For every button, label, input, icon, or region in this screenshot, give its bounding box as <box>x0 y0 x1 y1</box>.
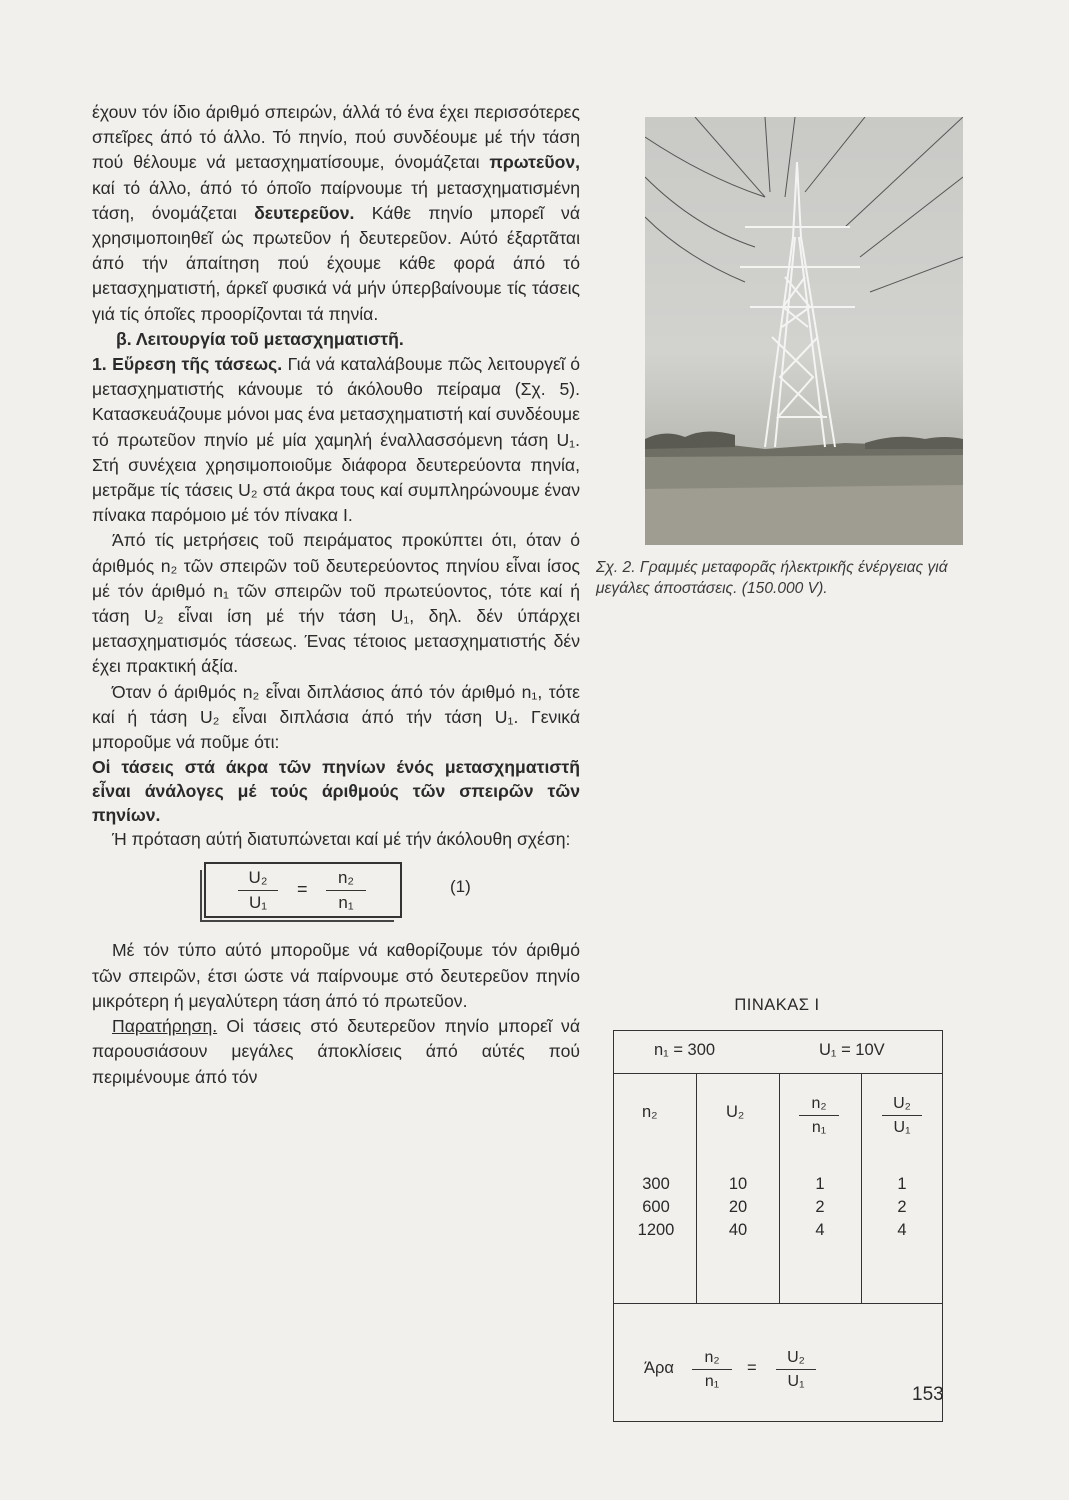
text-run: Κάθε πηνίο μπορεῖ νά χρησιμοποιηθεῖ ώς πρωτεῦον ή δευτερεῦον. Αύτό έξαρτᾶται άπό τήν άπαίτηση πού έχουμε κάθε φορά άπό τό μετασχηματιστή, άρκεῖ φυσικά νά μήν ύπερβαίνουμε τίς τάσεις γιά τίς όποῖες προορίζονται τά πηνία. <box>92 202 580 324</box>
equals-sign: = <box>297 879 308 900</box>
fraction-voltage <box>238 868 278 913</box>
fraction-numerator: n₂ <box>799 1095 839 1116</box>
formula <box>92 860 580 930</box>
paragraph-usage: Μέ τόν τύπο αύτό μποροῦμε νά καθορίζουμε τόν άριθμό τῶν σπειρῶν, έτσι ώστε νά παίρνουμε στό δευτερεῦον πηνίο μικρότερη ή μεγαλύτερη τάση άπό τό πρωτεῦον. <box>92 940 580 1011</box>
text-run: Γιά νά καταλάβουμε πῶς λειτουργεῖ ό μετασχηματιστής κάνουμε τό άκόλουθο πείραμα (Σχ. 5). Κατασκευάζουμε μόνοι μας ένα μετασχηματιστή καί συνδέουμε τό πρωτεῦον πηνίο μέ μία χαμηλή έναλλασσόμενη τάση U₁. Στή συνέχεια χρησιμοποιοῦμε διάφορα δευτερεύοντα πηνία, μετρᾶμε τίς τάσεις U₂ στά άκρα τους καί συμπληρώνουμε έναν πίνακα παρόμοιο μέ τόν πίνακα Ι. <box>92 354 581 526</box>
table-column-rule <box>779 1073 780 1303</box>
figure-caption: Σχ. 2. Γραμμές μεταφορᾶς ήλεκτρικῆς ένέργειας γιά μεγάλες άποστάσεις. (150.000 V). <box>596 559 948 597</box>
fraction-turns <box>326 868 366 913</box>
transmission-tower-photo <box>645 117 963 545</box>
paragraph-experiment <box>92 352 580 528</box>
fraction-denominator: U₁ <box>787 1373 805 1390</box>
fraction-denominator: n₁ <box>704 1373 720 1390</box>
fraction-denominator: U₁ <box>248 893 267 913</box>
data-table <box>613 1030 943 1422</box>
header-voltage-ratio <box>882 1095 922 1137</box>
text-column <box>92 100 580 1090</box>
text-run: έχουν τόν ίδιο άριθμό σπειρών, άλλά τό ένα έχει περισσότερες σπεῖρες άπό τό άλλο. Τό πηνίο, πού συνδέουμε μέ τήν τάση πού θέλουμε νά μετασχηματίσουμε, όνομάζεται <box>92 102 580 173</box>
rule-statement: Οἱ τάσεις στά άκρα τῶν πηνίων ένός μετασχηματιστῆ εἶναι άνάλογες μέ τούς άριθμούς τῶν σπειρῶν τῶν πηνίων. <box>92 757 580 826</box>
paragraph-results: Άπό τίς μετρήσεις τοῦ πειράματος προκύπτει ότι, όταν ό άριθμός n₂ τῶν σπειρῶν τοῦ δευτερεύοντος πηνίου εἶναι ίσος μέ τόν άριθμό n₁ τῶν σπειρῶν τοῦ πρωτεύοντος, τότε καί ή τάση U₂ εἶναι ίση μέ τήν τάση U₁, δηλ. δέν ύπάρχει μετασχηματισμός τάσεως. Ένας τέτοιος μετασχηματιστής δέν έχει πρακτική άξία. <box>92 530 580 677</box>
fraction-numerator: n₂ <box>326 868 366 891</box>
fraction-numerator: U₂ <box>776 1349 816 1370</box>
table-title: ΠΙΝΑΚΑΣ Ι <box>734 996 820 1014</box>
table-rule <box>614 1303 942 1304</box>
table-column-rule <box>861 1073 862 1303</box>
fraction-numerator: U₂ <box>882 1095 922 1116</box>
table-column-rule <box>696 1073 697 1303</box>
conclusion-word: Άρα <box>644 1359 674 1377</box>
equation-number: (1) <box>450 877 471 897</box>
header-u2: U₂ <box>726 1103 745 1121</box>
formula-box <box>204 862 402 918</box>
subsection-heading: 1. Εὕρεση τῆς τάσεως. <box>92 354 283 375</box>
conclusion-turns-ratio <box>692 1349 732 1391</box>
page-number: 153 <box>912 1384 944 1405</box>
remark-label: Παρατήρηση. <box>112 1016 218 1037</box>
table-rule <box>614 1073 942 1074</box>
term-secondary: δευτερεῦον. <box>254 202 355 223</box>
fraction-numerator: U₂ <box>238 868 278 891</box>
term-primary: πρωτεῦον, <box>489 152 580 173</box>
primary-voltage-label: U₁ = 10V <box>819 1041 885 1059</box>
fraction-denominator: n₁ <box>811 1119 827 1136</box>
fraction-numerator: n₂ <box>692 1349 732 1370</box>
text-run: καί τό άλλο, άπό τό όποῖο παίρνουμε τή μετασχηματισμένη τάση, όνομάζεται <box>92 177 580 223</box>
column-n2-values: 300 600 1200 <box>637 1175 675 1239</box>
conclusion-equals: = <box>747 1359 757 1377</box>
paragraph-remark <box>92 1014 580 1090</box>
column-turns-ratio-values: 1 2 4 <box>815 1175 825 1239</box>
conclusion-voltage-ratio <box>776 1349 816 1391</box>
header-n2: n₂ <box>642 1103 658 1121</box>
fraction-denominator: n₁ <box>338 893 354 913</box>
header-turns-ratio <box>799 1095 839 1137</box>
column-u2-values: 10 20 40 <box>728 1175 748 1239</box>
section-heading: β. Λειτουργία τοῦ μετασχηματιστῆ. <box>116 328 404 349</box>
primary-turns-label: n₁ = 300 <box>654 1041 716 1059</box>
paragraph-general: Όταν ό άριθμός n₂ εἶναι διπλάσιος άπό τόν άριθμό n₁, τότε καί ή τάση U₂ εἶναι διπλάσια άπό τήν τάση U₁. Γενικά μποροῦμε νά ποῦμε ότι: <box>92 681 580 753</box>
fraction-denominator: U₁ <box>893 1119 911 1136</box>
paragraph-relation: Ή πρόταση αύτή διατυπώνεται καί μέ τήν άκόλουθη σχέση: <box>112 829 571 850</box>
text-run: Οἱ τάσεις στό δευτερεῦον πηνίο μπορεῖ νά παρουσιάσουν μεγάλες άποκλίσεις άπό αύτές πού περιμένουμε άπό τόν <box>92 1016 580 1087</box>
paragraph-intro <box>92 100 580 327</box>
column-voltage-ratio-values: 1 2 4 <box>897 1175 907 1239</box>
tower-illustration <box>645 117 963 545</box>
